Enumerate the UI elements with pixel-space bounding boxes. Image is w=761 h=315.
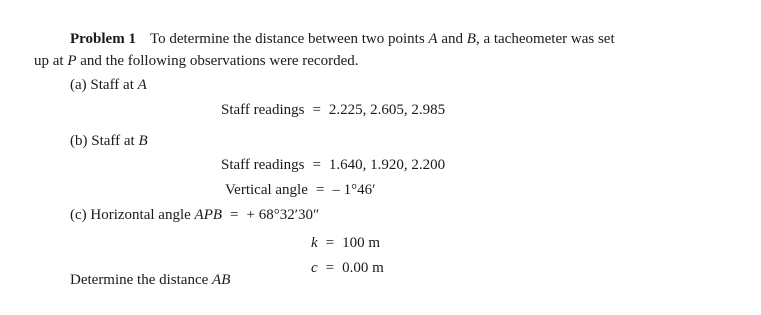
line2-end: and the following observations were recorded. (80, 53, 359, 69)
question (70, 271, 230, 289)
question-target: AB (212, 272, 231, 288)
equals-sign: = (312, 157, 321, 173)
part-a-label: (a) Staff at (70, 77, 134, 93)
staff-readings-values: 1.640, 1.920, 2.200 (328, 157, 446, 173)
question-text: Determine the distance (70, 272, 209, 288)
part-c-label: (c) Horizontal angle (70, 207, 191, 223)
problem-line-2 (34, 52, 359, 70)
problem-line-1 (70, 30, 615, 48)
horizontal-angle-value: + 68°32′30″ (246, 207, 320, 223)
part-b-staff-readings (221, 156, 445, 174)
staff-readings-label: Staff readings (221, 157, 305, 173)
part-a-staff-readings (221, 101, 445, 119)
equals-sign: = (315, 182, 325, 198)
equals-sign: = (325, 260, 335, 276)
part-a-target: A (137, 77, 147, 93)
constant-c (311, 259, 384, 277)
part-b-label: (b) Staff at (70, 133, 135, 149)
part-b-heading (70, 132, 148, 150)
k-symbol: k (311, 235, 318, 251)
equals-sign: = (230, 207, 239, 223)
equals-sign: = (325, 235, 335, 251)
angle-name: APB (194, 207, 223, 223)
vertical-angle-value: – 1°46′ (332, 182, 376, 198)
vertical-angle-label: Vertical angle (225, 182, 308, 198)
part-b-target: B (138, 133, 148, 149)
part-b-vertical-angle (225, 181, 375, 199)
part-c-horizontal-angle (70, 206, 319, 224)
staff-readings-values: 2.225, 2.605, 2.985 (328, 102, 446, 118)
problem-label: Problem 1 (70, 31, 136, 47)
k-value: 100 m (342, 235, 381, 251)
point-a: A (428, 31, 438, 47)
point-p: P (67, 53, 77, 69)
equals-sign: = (312, 102, 321, 118)
point-b: B (466, 31, 476, 47)
and-text: and (441, 31, 464, 47)
problem-intro-text: To determine the distance between two points (149, 31, 425, 47)
c-value: 0.00 m (342, 260, 384, 276)
staff-readings-label: Staff readings (221, 102, 305, 118)
line2-start: up at (34, 53, 64, 69)
part-a-heading (70, 76, 147, 94)
constant-k (311, 234, 380, 252)
problem-intro-text-2: , a tacheometer was set (475, 31, 615, 47)
c-symbol: c (311, 260, 318, 276)
